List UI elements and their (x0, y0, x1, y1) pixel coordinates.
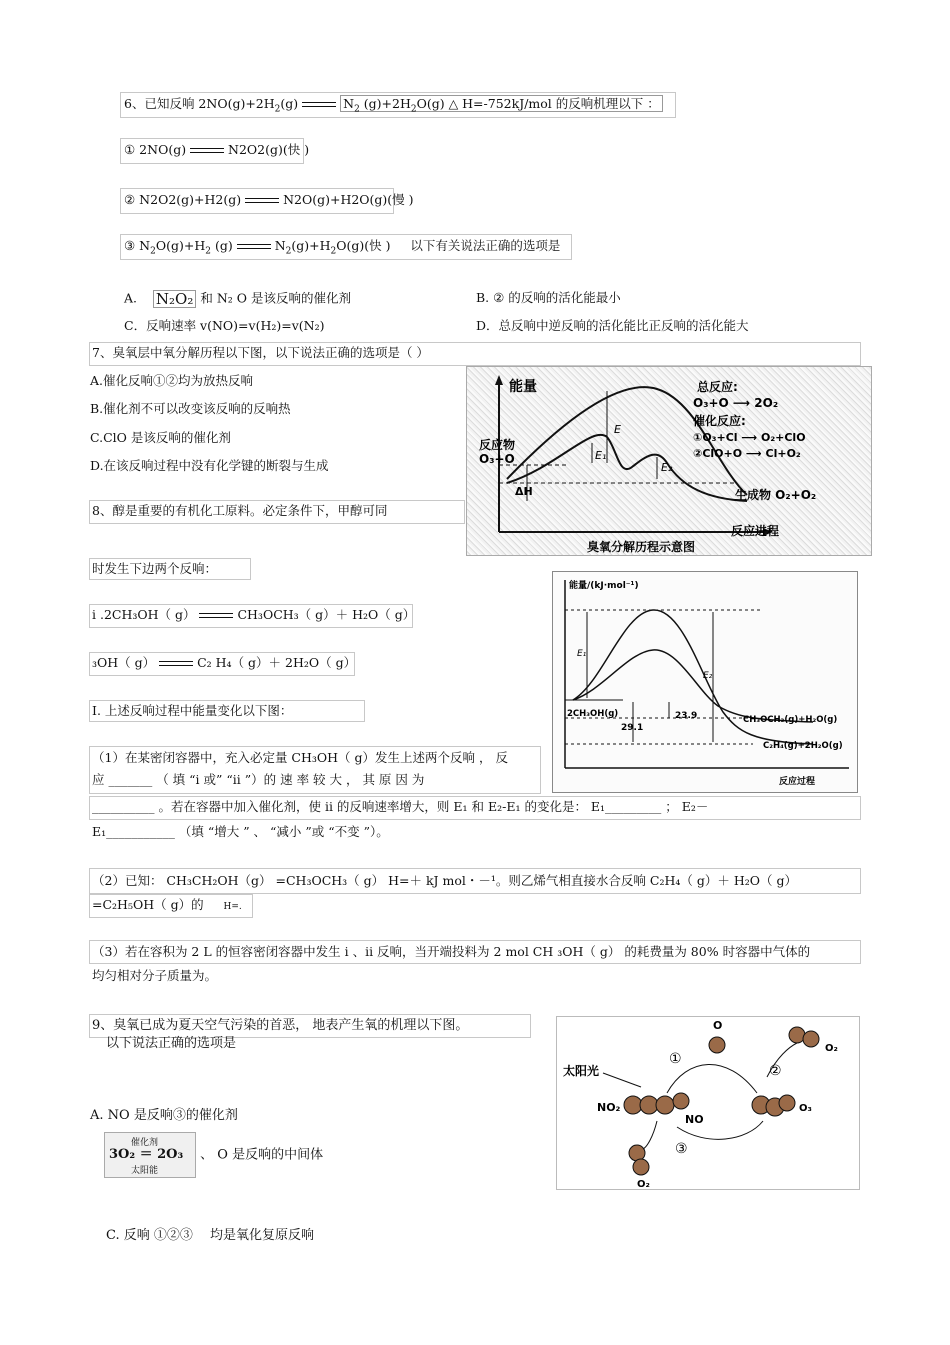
q8-part1-line1: （1）在某密闭容器中，充入必定量 CH₃OH（ g）发生上述两个反响 ， 反 (92, 750, 508, 765)
svg-text:③: ③ (675, 1141, 688, 1157)
q9-stem-line2: 以下说法正确的选项是 (106, 1036, 237, 1051)
svg-text:总反应:: 总反应: (697, 380, 738, 394)
svg-text:①O₃+Cl ⟶ O₂+ClO: ①O₃+Cl ⟶ O₂+ClO (693, 431, 806, 444)
svg-text:O₃+O ⟶ 2O₂: O₃+O ⟶ 2O₂ (693, 396, 779, 410)
equilibrium-arrow-icon (237, 242, 271, 252)
equilibrium-arrow-icon (159, 659, 193, 669)
q8-stem-line1: 8、醇是重要的有机化工原料。必定条件下，甲醇可同 (92, 503, 388, 518)
equilibrium-arrow-icon (245, 196, 279, 206)
q8-part3-line2: 均匀相对分子质量为。 (92, 968, 218, 983)
q8-part1-line3: __________ 。若在容器中加入催化剂，使 ii 的反响速率增大，则 E₁ 和 E₂-E₁ 的变化是： E₁_________ ； E₂－ (92, 799, 709, 814)
svg-text:O₃+O: O₃+O (479, 452, 515, 466)
q6-step3: ③ $N_2O(g)+H_2$ (g) $N_2(g)+H_2O(g)$(快 ) 以下有关说法正确的选项是 (124, 238, 561, 257)
q6-stem: 6、已知反响 $2NO(g)+2H_2(g)$ $N_2$ $(g)+2H_2O(g)$ △ H=-752kJ/mol 的反响机理以下 ： (124, 96, 663, 118)
svg-text:太阳光: 太阳光 (563, 1064, 600, 1078)
svg-text:O: O (713, 1019, 723, 1032)
q9-option-a: A. NO 是反响③的催化剂 (90, 1108, 238, 1123)
svg-text:O₂: O₂ (637, 1179, 650, 1189)
svg-text:反应进程: 反应进程 (731, 524, 780, 538)
q7-option-a: A.催化反响①②均为放热反响 (90, 373, 254, 388)
q6-option-c: C．反响速率 v(NO)=v(H₂)=v(N₂) (124, 318, 325, 333)
svg-text:2CH₃OH(g): 2CH₃OH(g) (567, 709, 619, 719)
n2o2-formula: N₂O₂ (153, 290, 196, 308)
svg-text:E: E (614, 423, 621, 436)
svg-text:C₂H₄(g)+2H₂O(g): C₂H₄(g)+2H₂O(g) (763, 741, 843, 751)
svg-text:ΔH: ΔH (515, 485, 533, 498)
q8-part2-line2: =C₂H₅OH（ g）的 H=. (92, 897, 242, 912)
q6-step2: ② N2O2(g)+H2(g) N2O(g)+H2O(g)(慢 ) (124, 192, 414, 207)
q6-option-d: D．总反响中逆反响的活化能比正反响的活化能大 (476, 318, 749, 333)
q7-option-c: C.ClO 是该反响的催化剂 (90, 430, 231, 445)
q8-energy-line: I. 上述反响过程中能量变化以下图： (92, 703, 293, 718)
svg-text:能量/(kJ·mol⁻¹): 能量/(kJ·mol⁻¹) (569, 581, 639, 591)
svg-text:①: ① (669, 1051, 682, 1067)
ylabel: 能量 (509, 379, 537, 395)
methanol-energy-diagram (552, 571, 858, 793)
q8-reaction-1: i .2CH₃OH（ g） CH₃OCH₃（ g）＋ H₂O（ g） (92, 607, 416, 622)
svg-text:E₁: E₁ (577, 649, 587, 659)
svg-text:催化反应:: 催化反应: (693, 414, 746, 428)
equilibrium-arrow-icon (302, 100, 336, 110)
q9-option-c: C. 反响 ①②③ 均是氧化复原反响 (106, 1228, 315, 1243)
svg-text:生成物 O₂+O₂: 生成物 O₂+O₂ (735, 488, 817, 502)
svg-text:NO₂: NO₂ (597, 1101, 621, 1114)
q9-option-b: 催化剂 3O₂ ＝ 2O₃ 太阳能 、 O 是反响的中间体 (104, 1132, 323, 1178)
svg-text:反应过程: 反应过程 (779, 777, 816, 787)
equilibrium-arrow-icon (199, 611, 233, 621)
svg-text:O₃: O₃ (799, 1103, 812, 1114)
q8-reaction-2: ₃OH（ g） C₂ H₄（ g）＋ 2H₂O（ g） (92, 655, 357, 670)
q6-option-b: B. ② 的反响的活化能最小 (476, 290, 621, 305)
svg-text:CH₃OCH₃(g)+H₂O(g): CH₃OCH₃(g)+H₂O(g) (743, 715, 838, 725)
q8-part2-line1: （2）已知： CH₃CH₂OH（g） =CH₃OCH₃（ g） H=＋ kJ mol・－¹。则乙烯气相直接水合反响 C₂H₄（ g）＋ H₂O（ g） (92, 873, 797, 888)
svg-text:E₂: E₂ (703, 671, 713, 681)
q8-stem-line2: 时发生下边两个反响： (92, 561, 218, 576)
svg-text:23.9: 23.9 (675, 711, 698, 721)
q7-option-d: D.在该反响过程中没有化学键的断裂与生成 (90, 458, 329, 473)
svg-text:29.1: 29.1 (621, 723, 644, 733)
svg-text:②ClO+O ⟶ Cl+O₂: ②ClO+O ⟶ Cl+O₂ (693, 447, 801, 460)
ozone-energy-diagram (466, 366, 872, 556)
svg-text:O₂: O₂ (825, 1043, 838, 1054)
equilibrium-arrow-icon (190, 146, 224, 156)
q8-part3-line1: （3）若在容积为 2 L 的恒容密闭容器中发生 i 、ii 反响，当开端投料为 2 mol CH ₃OH（ g） 的耗费量为 80% 时容器中气体的 (92, 944, 811, 959)
q7-stem: 7、臭氧层中氧分解历程以下图，以下说法正确的选项是（ ） (92, 345, 429, 360)
q8-part1-line2: 应 _______ （ 填 “i 或” “ii ”）的 速 率 较 大 ， 其 原 因 为 (92, 772, 425, 787)
ozone-formation-diagram (556, 1016, 860, 1190)
svg-text:反应物: 反应物 (479, 438, 516, 452)
q7-option-b: B.催化剂不可以改变该反响的反响热 (90, 401, 291, 416)
svg-text:②: ② (769, 1063, 782, 1079)
q8-part1-line4: E₁___________ （填 “增大 ” 、 “减小 ”或 “不变 ”）。 (92, 824, 389, 839)
svg-text:NO: NO (685, 1113, 704, 1126)
q6-option-a: A. N₂O₂ 和 N₂ O 是该反响的催化剂 (124, 290, 351, 308)
svg-text:E₂: E₂ (661, 461, 673, 474)
svg-text:臭氧分解历程示意图: 臭氧分解历程示意图 (587, 540, 696, 554)
q9-stem-line1: 9、臭氧已成为夏天空气污染的首恶， 地表产生氧的机理以下图。 (92, 1018, 469, 1033)
reaction-image: 催化剂 3O₂ ＝ 2O₃ 太阳能 (104, 1132, 196, 1178)
q6-step1: ① 2NO(g) N2O2(g)(快 ) (124, 142, 310, 157)
svg-text:E₁: E₁ (595, 449, 607, 462)
